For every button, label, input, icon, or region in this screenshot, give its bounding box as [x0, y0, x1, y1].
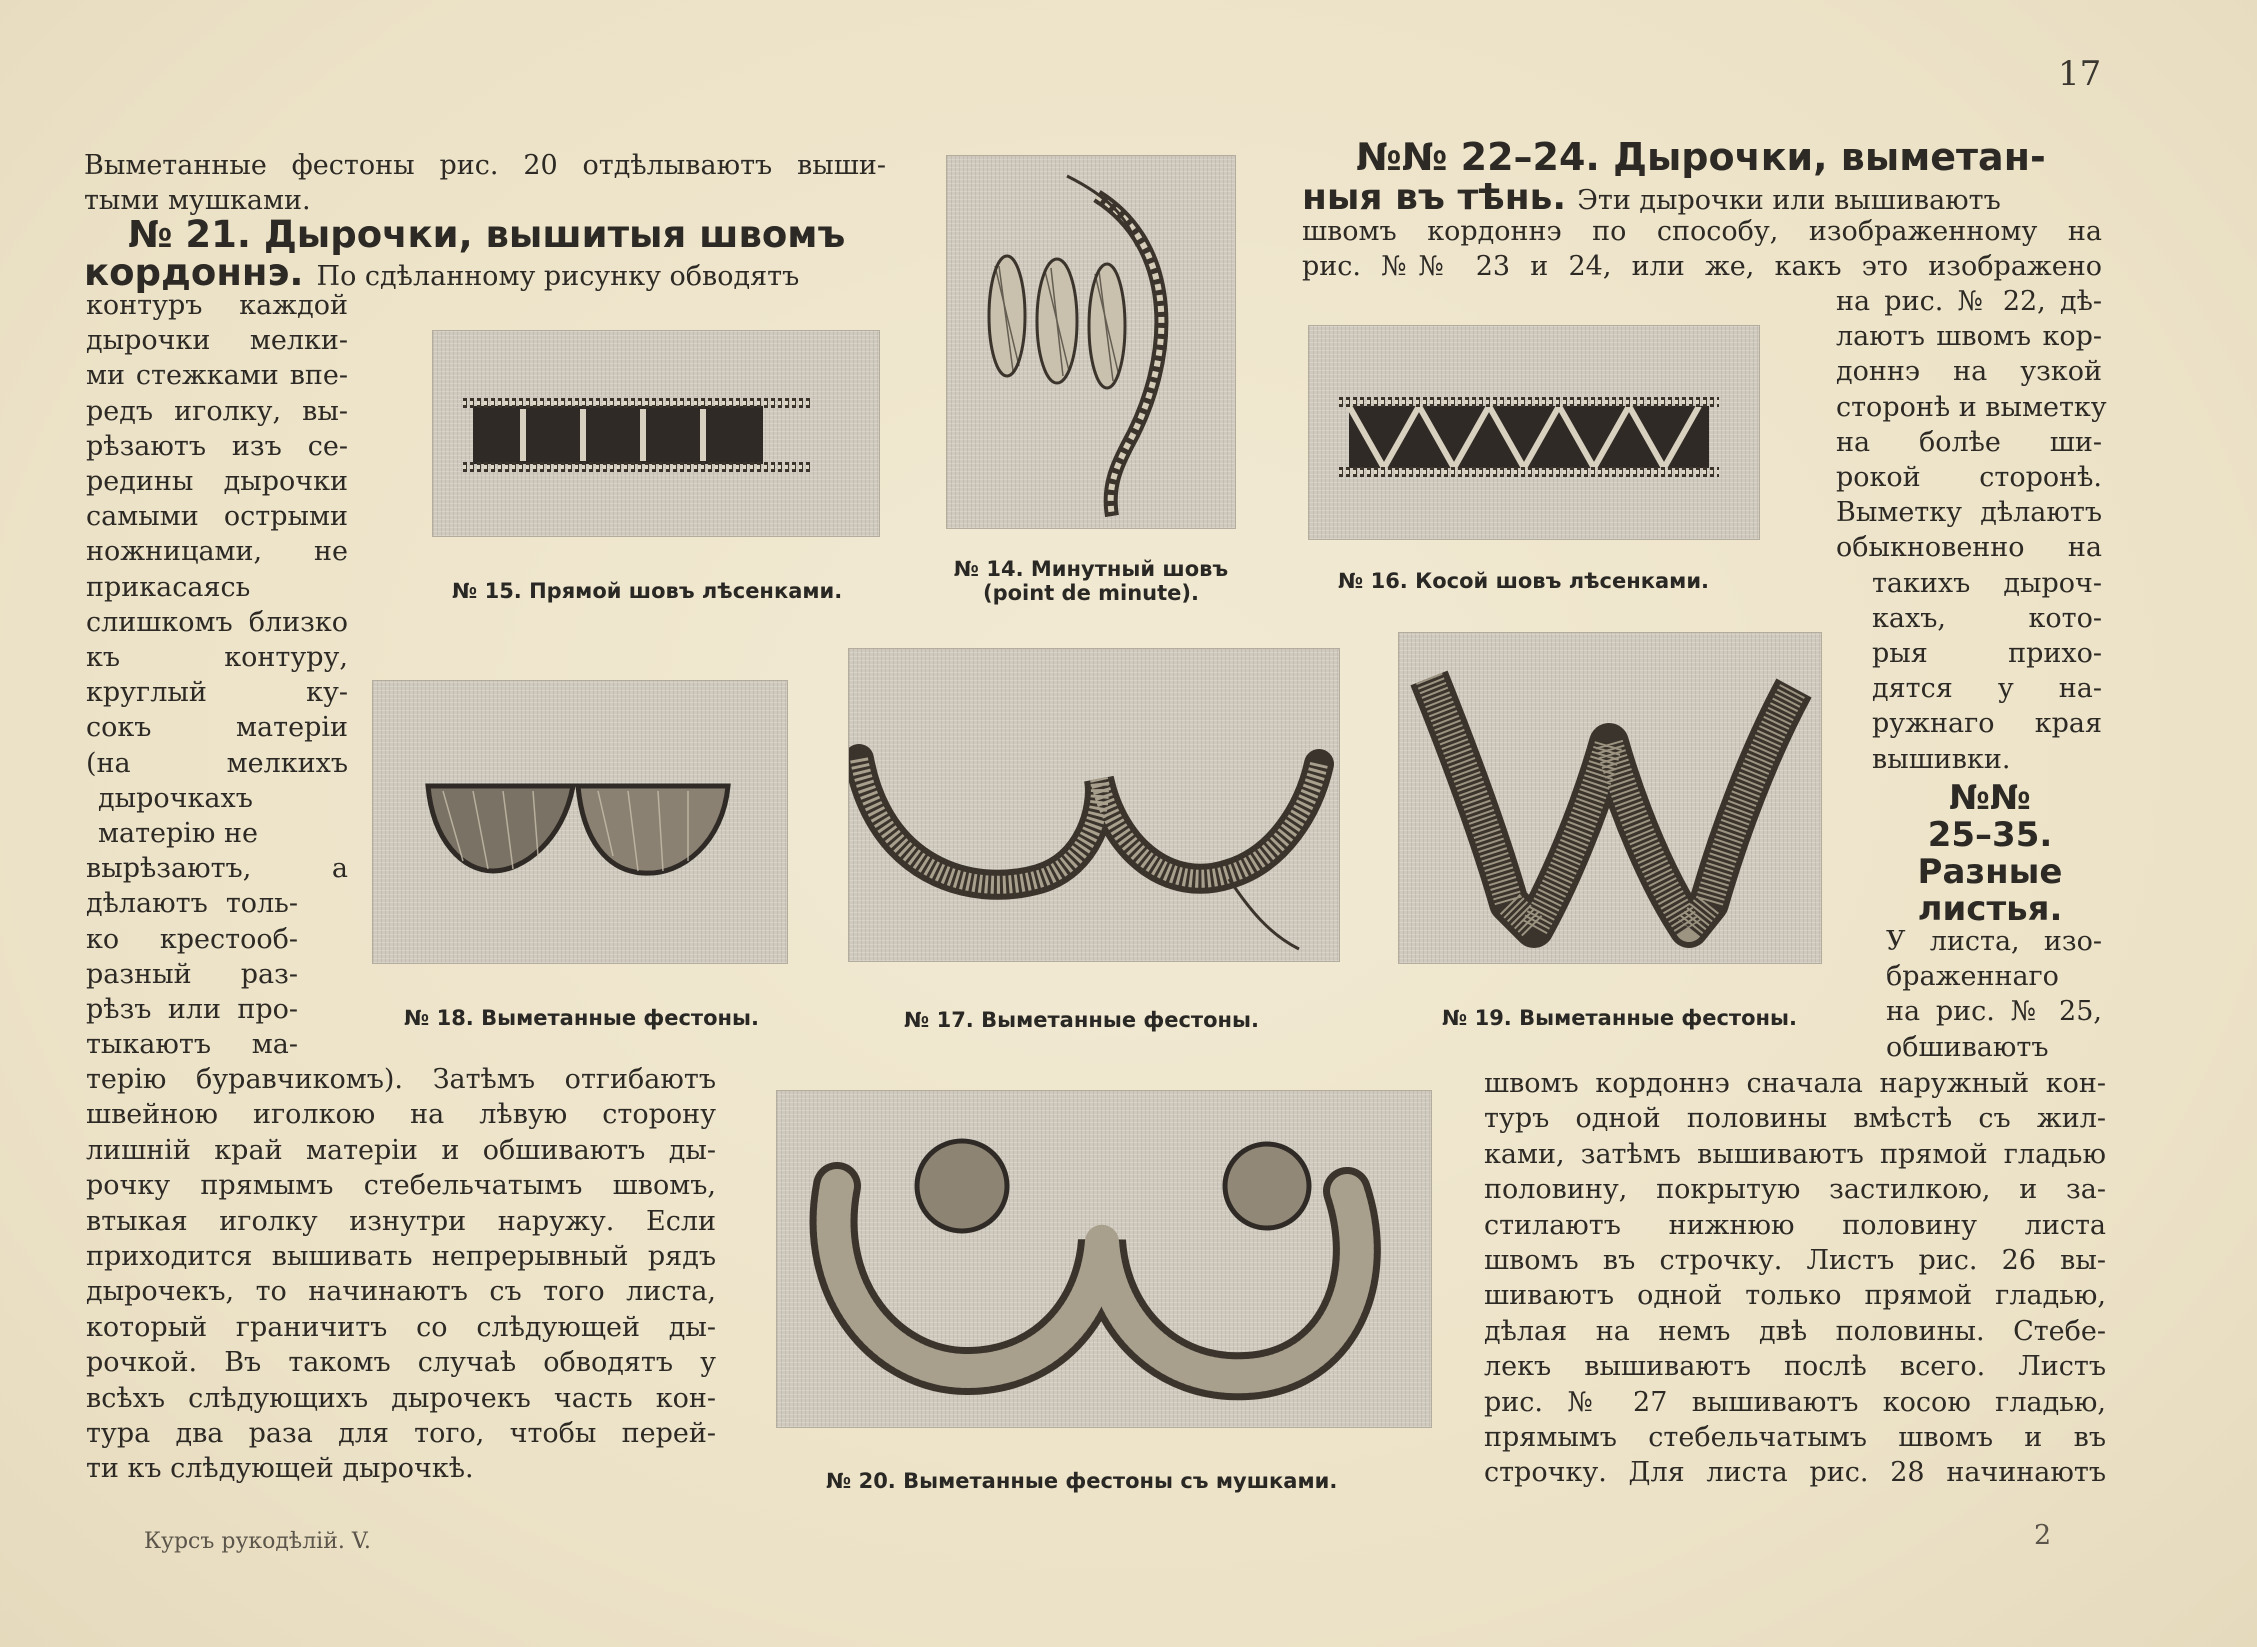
left-narrow-line: круглый ку- — [86, 677, 348, 709]
left-bottom-line: тура два раза для того, чтобы перей- — [86, 1418, 716, 1449]
section-21-heading-line2 — [84, 251, 886, 294]
left-bottom-line: ти къ слѣдующей дырочкѣ. — [86, 1453, 474, 1485]
figure-20-drawing — [777, 1091, 1431, 1427]
right-narrow-line: ружнаго края — [1872, 708, 2102, 740]
section-21-heading: № 21. Дырочки, вышитыя швомъ — [128, 213, 846, 256]
right-narrow-line: дятся у на- — [1872, 673, 2102, 705]
section-21-text-first: По сдѣланному рисунку обводятъ — [316, 261, 800, 292]
left-bottom-line: приходится вышивать непрерывный рядъ — [86, 1241, 716, 1272]
left-bottom-line: швейною иголкою на лѣвую сторону — [86, 1099, 716, 1131]
figure-15-image — [432, 330, 880, 537]
left-narrow-line: слишкомъ близко — [86, 606, 348, 638]
figure-19-image — [1398, 632, 1822, 964]
section-25-heading-line: листья. — [1917, 889, 2063, 929]
figure-18-drawing — [373, 681, 787, 963]
right-bottom-line: туръ одной половины вмѣстѣ съ жил- — [1484, 1103, 2106, 1135]
left-bottom-line: втыкая иголку изнутри наружу. Если — [86, 1205, 716, 1237]
section-22-text-first: Эти дырочки или вышиваютъ — [1577, 185, 2001, 216]
right-narrow-line: рокой сторонѣ. — [1836, 462, 2102, 493]
left-bottom-line: дырочекъ, то начинаютъ съ того листа, — [86, 1276, 716, 1308]
section-25-heading-line: 25–35. — [1927, 815, 2053, 855]
figure-17-drawing — [849, 649, 1339, 961]
section-25-heading-line: Разные — [1917, 852, 2063, 892]
right-bottom-line: шиваютъ одной только прямой гладью, — [1484, 1280, 2106, 1312]
figure-18-caption: № 18. Выметанные фестоны. — [404, 1006, 760, 1030]
section-25-heading-line: №№ — [1949, 778, 2031, 818]
right-narrow-line: обыкновенно на — [1836, 532, 2102, 564]
left-narrow-line: вырѣзаютъ, а — [86, 853, 348, 885]
right-bottom-line: прямымъ стебельчатымъ швомъ и въ — [1484, 1422, 2106, 1453]
figure-16-caption: № 16. Косой шовъ лѣсенками. — [1338, 569, 1710, 593]
figure-20-image — [776, 1090, 1432, 1428]
left-narrow-line: дырочкахъ — [98, 782, 253, 814]
left-bottom-line: всѣхъ слѣдующихъ дырочекъ часть кон- — [86, 1382, 716, 1414]
left-narrow-line: редины дырочки — [86, 466, 348, 497]
figure-16-drawing — [1309, 326, 1759, 539]
figure-15-caption: № 15. Прямой шовъ лѣсенками. — [452, 579, 843, 603]
left-narrow-line: ко крестооб- — [86, 923, 298, 955]
right-narrow-line: вышивки. — [1872, 743, 2011, 775]
figure-20-caption: № 20. Выметанные фестоны съ мушками. — [826, 1469, 1338, 1493]
right-bottom-line: швомъ кордоннэ сначала наружный кон- — [1484, 1068, 2106, 1099]
left-narrow-line: самыми острыми — [86, 501, 348, 533]
footer-right: 2 — [2034, 1520, 2052, 1551]
right-narrow-2-line: обшиваютъ — [1886, 1031, 2049, 1063]
right-narrow-2-line: браженнаго — [1886, 961, 2059, 993]
figure-17-image — [848, 648, 1340, 962]
section-21-heading-cont: кордоннэ. — [84, 251, 304, 294]
right-narrow-2-line: на рис. № 25, — [1886, 996, 2102, 1028]
left-narrow-line: къ контуру, — [86, 642, 348, 673]
left-narrow-line: контуръ каждой — [86, 290, 348, 321]
left-bottom-line: рочку прямымъ стебельчатымъ швомъ, — [86, 1170, 716, 1202]
left-bottom-line: который граничитъ со слѣдующей ды- — [86, 1311, 716, 1343]
right-narrow-line: Выметку дѣлаютъ — [1836, 497, 2102, 529]
right-narrow-line: на болѣе ши- — [1836, 426, 2102, 458]
right-bottom-line: ками, затѣмъ вышиваютъ прямой гладью — [1484, 1138, 2106, 1170]
figure-14-image — [946, 155, 1236, 529]
figure-18-image — [372, 680, 788, 964]
right-narrow-line: доннэ на узкой — [1836, 356, 2102, 388]
right-bottom-line: строчку. Для листа рис. 28 начинаютъ — [1484, 1457, 2106, 1489]
left-narrow-line: рѣзъ или про- — [86, 994, 298, 1025]
right-narrow-line: рыя прихо- — [1872, 638, 2102, 669]
left-bottom-line: терію буравчикомъ). Затѣмъ отгибаютъ — [86, 1064, 716, 1095]
figure-16-image — [1308, 325, 1760, 540]
section-22-heading-line2 — [1302, 177, 2102, 218]
right-top-line-2: рис. №№ 23 и 24, или же, какъ это изображено — [1302, 251, 2102, 282]
left-top-line-1: Выметанные фестоны рис. 20 отдѣлываютъ выши- — [84, 150, 886, 181]
left-narrow-line: дѣлаютъ толь- — [86, 888, 298, 920]
left-bottom-line: рочкой. Въ такомъ случаѣ обводятъ у — [86, 1347, 716, 1379]
left-narrow-line: дырочки мелки- — [86, 325, 348, 357]
right-narrow-2-line: У листа, изо- — [1886, 926, 2102, 957]
left-narrow-line: рѣзаютъ изъ се- — [86, 430, 348, 462]
right-narrow-line: лаютъ швомъ кор- — [1836, 321, 2102, 353]
left-narrow-line: прикасаясь — [86, 571, 251, 603]
right-bottom-line: рис. № 27 вышиваютъ косою гладью, — [1484, 1386, 2106, 1418]
left-narrow-line: разный раз- — [86, 958, 298, 990]
left-narrow-line: сокъ матеріи — [86, 712, 348, 744]
left-narrow-line: тыкаютъ ма- — [86, 1029, 298, 1061]
right-narrow-line: такихъ дыроч- — [1872, 567, 2102, 599]
page-number: 17 — [2058, 54, 2102, 94]
left-narrow-line: ножницами, не — [86, 536, 348, 568]
section-22-heading: №№ 22–24. Дырочки, выметан- — [1356, 135, 2046, 179]
figure-14-caption-1: № 14. Минутный шовъ — [953, 557, 1229, 581]
figure-19-drawing — [1399, 633, 1821, 963]
section-22-heading-cont: ныя въ тѣнь. — [1302, 177, 1567, 218]
figure-14-caption-2: (point de minute). — [983, 581, 1199, 605]
figure-15-drawing — [433, 331, 879, 536]
right-bottom-line: половину, покрытую застилкою, и за- — [1484, 1174, 2106, 1206]
right-bottom-line: стилаютъ нижнюю половину листа — [1484, 1209, 2106, 1241]
left-top-line-2: тыми мушками. — [84, 185, 311, 216]
right-narrow-line: кахъ, кото- — [1872, 602, 2102, 634]
left-narrow-line: матерію не — [98, 818, 258, 849]
right-narrow-line: сторонѣ и выметку — [1836, 391, 2107, 423]
left-bottom-line: лишній край матеріи и обшиваютъ ды- — [86, 1134, 716, 1166]
left-narrow-line: ми стежками впе- — [86, 360, 348, 392]
figure-14-drawing — [947, 156, 1235, 528]
right-bottom-line: дѣлая на немъ двѣ половины. Стебе- — [1484, 1315, 2106, 1347]
right-bottom-line: швомъ въ строчку. Листъ рис. 26 вы- — [1484, 1245, 2106, 1276]
figure-17-caption: № 17. Выметанные фестоны. — [904, 1008, 1260, 1032]
left-narrow-line: (на мелкихъ — [86, 747, 348, 779]
right-narrow-line: на рис. № 22, дѣ- — [1836, 286, 2102, 317]
left-narrow-line: редъ иголку, вы- — [86, 395, 348, 427]
right-bottom-line: лекъ вышиваютъ послѣ всего. Листъ — [1484, 1351, 2106, 1383]
right-top-line-1: швомъ кордоннэ по способу, изображенному на — [1302, 216, 2102, 247]
footer-left: Курсъ рукодѣлій. V. — [144, 1529, 371, 1554]
figure-19-caption: № 19. Выметанные фестоны. — [1442, 1006, 1798, 1030]
